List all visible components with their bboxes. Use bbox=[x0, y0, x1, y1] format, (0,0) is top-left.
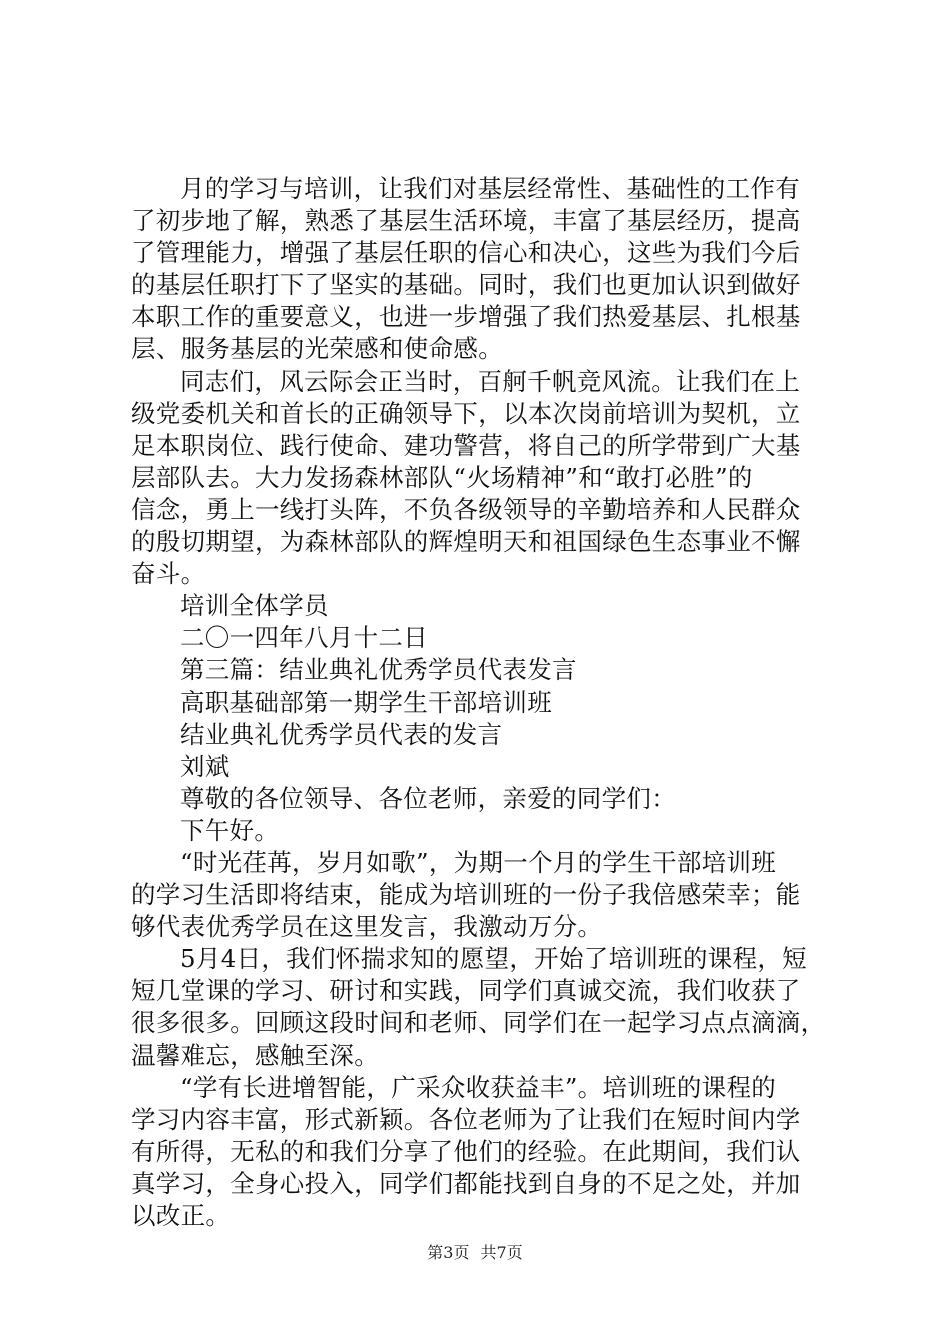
text-line: 尊敬的各位领导、各位老师，亲爱的同学们： bbox=[180, 783, 676, 813]
text-line: 了初步地了解，熟悉了基层生活环境，丰富了基层经历，提高 bbox=[131, 206, 801, 236]
text-line: 二〇一四年八月十二日 bbox=[180, 623, 428, 653]
text-line: 学习内容丰富，形式新颖。各位老师为了让我们在短时间内学 bbox=[131, 1104, 801, 1134]
text-line: “学有长进增智能，广采众收获益丰”。培训班的课程的 bbox=[180, 1072, 777, 1102]
text-line: 有所得，无私的和我们分享了他们的经验。在此期间，我们认 bbox=[131, 1136, 801, 1166]
text-line: 层部队去。大力发扬森林部队“火场精神”和“敢打必胜”的 bbox=[131, 462, 753, 492]
page-number: 第3页 bbox=[427, 1243, 470, 1262]
text-line: 短几堂课的学习、研讨和实践，同学们真诚交流，我们收获了 bbox=[131, 976, 801, 1006]
text-line: 奋斗。 bbox=[131, 559, 206, 589]
text-line: 的基层任职打下了坚实的基础。同时，我们也更加认识到做好 bbox=[131, 270, 801, 300]
text-line: 够代表优秀学员在这里发言，我激动万分。 bbox=[131, 912, 603, 942]
page-total: 共7页 bbox=[480, 1243, 523, 1262]
text-line: 本职工作的重要意义，也进一步增强了我们热爱基层、扎根基 bbox=[131, 302, 801, 332]
text-line: 月的学习与培训，让我们对基层经常性、基础性的工作有 bbox=[180, 174, 800, 203]
text-line: 的殷切期望，为森林部队的辉煌明天和祖国绿色生态事业不懈 bbox=[131, 527, 801, 557]
text-line: 5月4日，我们怀揣求知的愿望，开始了培训班的课程，短 bbox=[180, 944, 807, 974]
document-body bbox=[131, 173, 836, 1232]
text-line: 刘斌 bbox=[180, 751, 230, 781]
text-line: 级党委机关和首长的正确领导下，以本次岗前培训为契机，立 bbox=[131, 398, 801, 428]
text-line: 培训全体学员 bbox=[180, 591, 329, 621]
text-line: 足本职岗位、践行使命、建功警营，将自己的所学带到广大基 bbox=[131, 430, 801, 460]
page-footer bbox=[0, 1243, 950, 1263]
text-line: 结业典礼优秀学员代表的发言 bbox=[180, 719, 503, 749]
text-line: “时光荏苒，岁月如歌”，为期一个月的学生干部培训班 bbox=[180, 847, 777, 877]
text-line: 温馨难忘，感触至深。 bbox=[131, 1040, 379, 1070]
text-line: 下午好。 bbox=[180, 815, 280, 845]
text-line: 的学习生活即将结束，能成为培训班的一份子我倍感荣幸；能 bbox=[131, 880, 801, 910]
text-line: 信念，勇上一线打头阵，不负各级领导的辛勤培养和人民群众 bbox=[131, 494, 801, 524]
text-line: 层、服务基层的光荣感和使命感。 bbox=[131, 334, 503, 364]
text-line: 高职基础部第一期学生干部培训班 bbox=[180, 687, 552, 717]
text-line: 以改正。 bbox=[131, 1201, 231, 1230]
text-line: 同志们，风云际会正当时，百舸千帆竞风流。让我们在上 bbox=[180, 366, 800, 396]
text-line: 第三篇：结业典礼优秀学员代表发言 bbox=[180, 655, 577, 685]
text-line: 了管理能力，增强了基层任职的信心和决心，这些为我们今后 bbox=[131, 238, 801, 268]
text-line: 很多很多。回顾这段时间和老师、同学们在一起学习点点滴滴， bbox=[131, 1008, 826, 1038]
text-line: 真学习，全身心投入，同学们都能找到自身的不足之处，并加 bbox=[131, 1168, 801, 1198]
